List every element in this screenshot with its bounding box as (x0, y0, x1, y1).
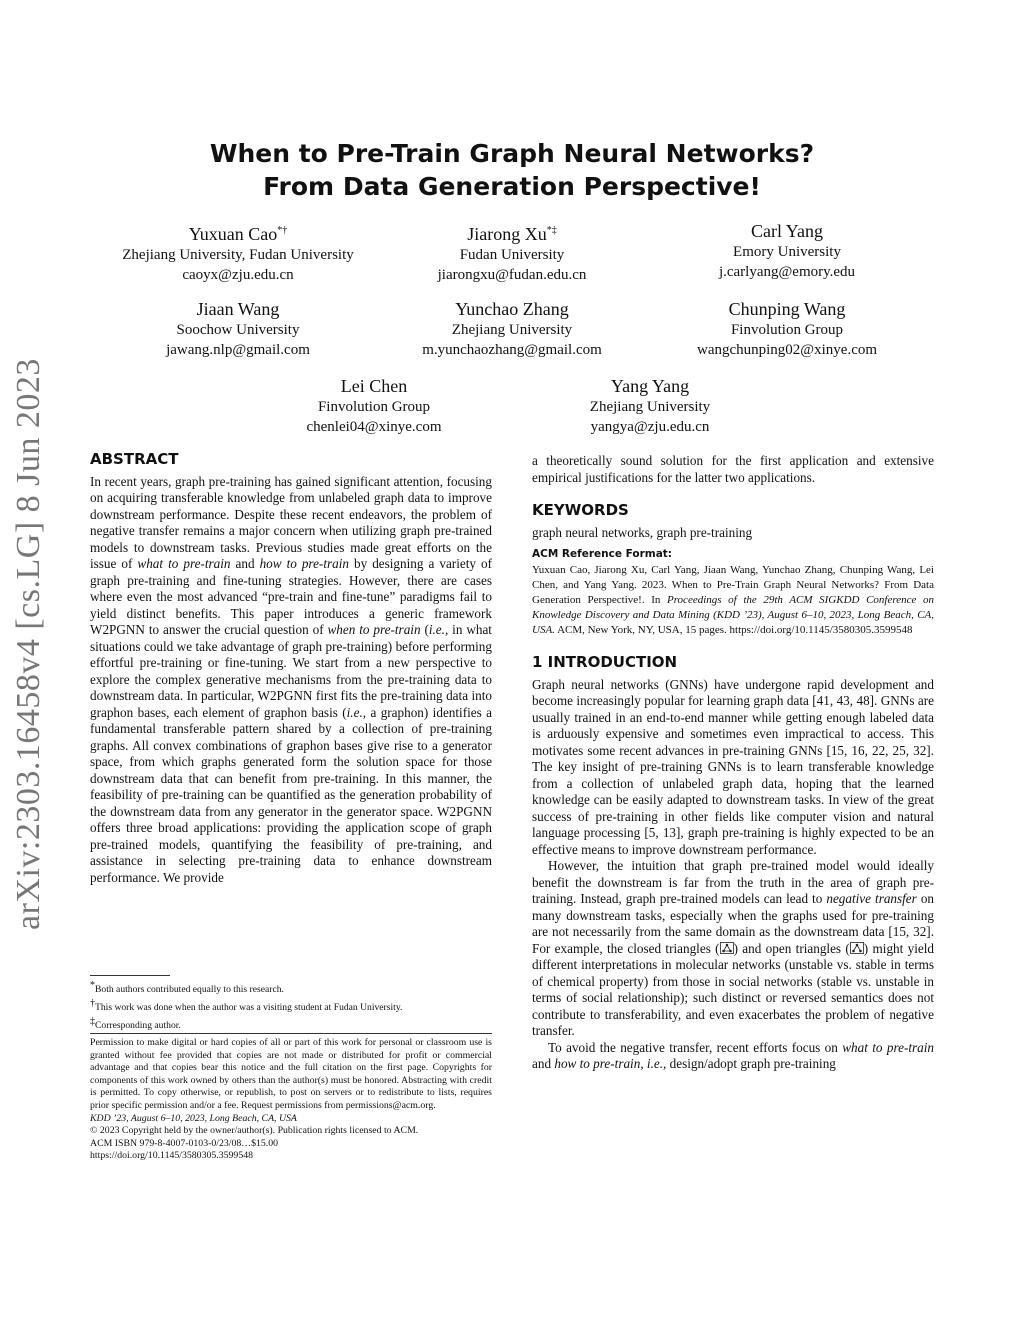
intro-emph: how to pre-train (554, 1056, 641, 1071)
author-email: caoyx@zju.edu.cn (182, 267, 294, 283)
permission-block (90, 1037, 492, 1163)
abstract-emph: what to pre-train (137, 556, 231, 571)
intro-paragraph-1: Graph neural networks (GNNs) have undergone rapid development and become increasingly popular for learning graph data [41, 43, 48]. GNNs are usually trained in an end-to-end manner while getting enough labeled data is arduously expensive and sometimes even impractical to access. This motivates some recent advances in pre-training GNNs [15, 16, 22, 25, 32]. The key insight of pre-training GNNs is to learn transferable knowledge from a collection of unlabeled graph data, hoping that the learned knowledge can be easily adapted to downstream tasks. In view of the great success of pre-training in other fields like computer vision and natural language processing [5, 13], graph pre-training is highly expected to be an effective means to improve downstream performance. (532, 676, 934, 857)
author-name: Chunping Wang (728, 299, 846, 319)
acm-ref-run: Yuxuan Cao, Jiarong Xu, Carl Yang, Jiaan Wang, Yunchao Zhang, Chunping Wang, Lei Chen, and Yang Yang. 2023. When to Pre-Train Graph Neural Networks? From Data Generation Perspective!. In (532, 564, 934, 606)
intro-run: and (532, 1056, 555, 1071)
author-marks: *† (277, 225, 288, 236)
author-affiliation: Finvolution Group (730, 322, 844, 338)
keywords-heading: KEYWORDS (532, 501, 629, 519)
footnote-mark: ‡ (90, 1016, 95, 1028)
permission-text: Permission to make digital or hard copies of all or part of this work for personal or classroom use is granted without fee provided that copies are not made or distributed for profit or commercial advantage and that copies bear this notice and the full citation on the first page. Copyrights for components of this work owned by others than the author(s) must be honored. Abstracting with credit is permitted. To copy otherwise, or republish, to post on servers or to redistribute to lists, requires prior specific permission and/or a fee. Request permissions from permissions@acm.org. (90, 1037, 492, 1111)
author-name: Lei Chen (340, 376, 408, 396)
abstract-emph: i.e., (346, 704, 367, 720)
acm-ref-text (532, 563, 934, 638)
footnote (90, 1015, 492, 1033)
footnotes (90, 979, 492, 1034)
abstract-text-run: and (230, 556, 260, 571)
author-email: jawang.nlp@gmail.com (166, 342, 310, 358)
abstract-section (90, 451, 492, 886)
footnote-text: This work was done when the author was a visiting student at Fudan University. (95, 1002, 403, 1014)
abstract-heading: ABSTRACT (90, 450, 179, 468)
acm-ref-run: ACM, New York, NY, USA, 15 pages. https://doi.org/10.1145/3580305.3599548 (554, 624, 913, 636)
footnote-rule (90, 975, 170, 976)
open-triangle-icon (850, 942, 864, 954)
intro-run: ) might yield different interpretations in molecular networks (unstable vs. stable in terms of chemical property) from those in social networks (stable vs. unstable in terms of social relationship); such distinct or reversed semantics does not contribute to transferability, and even exacerbates the problem of negative transfer. (532, 940, 935, 1038)
author-affiliation: Finvolution Group (317, 399, 431, 415)
author-affiliation: Zhejiang University, Fudan University (122, 247, 354, 263)
acm-ref-emph: Proceedings of the 29th ACM SIGKDD Conference on Knowledge Discovery and Data Mining (KDD ’23), August 6–10, 2023, Long Beach, CA, USA. (532, 594, 934, 636)
author-name: Yuxuan Cao (188, 224, 278, 244)
copyright-line: © 2023 Copyright held by the owner/author(s). Publication rights licensed to ACM. (90, 1125, 419, 1137)
author-name: Carl Yang (750, 221, 823, 241)
abstract-emph: how to pre-train (259, 556, 349, 571)
intro-run: However, the intuition that graph pre-trained model would ideally benefit the downstream is far from the truth in the area of graph pre-training. Instead, graph pre-trained models can lead to (532, 858, 934, 906)
author-email: jiarongxu@fudan.edu.cn (437, 267, 587, 283)
author-email: m.yunchaozhang@gmail.com (422, 342, 602, 358)
abstract-text (90, 474, 492, 887)
author-email: wangchunping02@xinye.com (696, 342, 878, 358)
author-name: Yunchao Zhang (455, 299, 569, 319)
abstract-emph: i.e., (428, 622, 449, 637)
closed-triangle-icon (720, 942, 734, 954)
abstract-emph: when to pre-train (327, 622, 421, 637)
abstract-text-run: by designing a variety of graph pre-training and fine-tuning strategies. However, there are cases where even the most advanced “pre-train and fine-tune” paradigms fail to yield distinct benefits. This paper introduces a generic framework W2PGNN to answer the crucial question of (90, 556, 492, 637)
title-line-2: From Data Generation Perspective! (263, 172, 761, 201)
abstract-text-run: a graphon) identifies a fundamental transferable pattern shared by a collection of pre-training graphs. All convex combinations of graphon bases give rise to a generator space, from which graphs generated form the solution space for those downstream data that can benefit from pre-training. In this manner, the feasibility of pre-training can be quantified as the generation probability of the downstream data from any generator in the generator space. W2PGNN offers three broad applications: providing the application scope of graph pre-trained models, quantifying the feasibility of pre-training, and assistance in selecting pre-training data to enhance downstream performance. We provide (90, 704, 492, 885)
footnote-mark: † (90, 998, 95, 1010)
conference-info: KDD ’23, August 6–10, 2023, Long Beach, CA, USA (90, 1112, 297, 1124)
acm-ref-heading: ACM Reference Format: (532, 548, 672, 560)
author-name: Yang Yang (610, 376, 690, 396)
author-email: chenlei04@xinye.com (306, 419, 442, 435)
footnote (90, 997, 492, 1015)
intro-heading: 1 INTRODUCTION (532, 653, 678, 671)
intro-run: ) and open triangles ( (733, 940, 850, 956)
author-affiliation: Soochow University (176, 322, 300, 338)
abstract-text-run: in what situations could we take advantage of graph pre-training) before performing effortful pre-training or fine-tuning. We start from a new perspective to explore the complex generative mechanisms from the pre-training data to downstream data. In particular, W2PGNN first fits the pre-training data into graphon bases, each element of graphon basis ( (90, 622, 492, 720)
author-email: yangya@zju.edu.cn (590, 419, 710, 435)
footnote-mark: * (90, 980, 95, 991)
paper-title (0, 137, 1024, 203)
doi-line: https://doi.org/10.1145/3580305.3599548 (90, 1150, 254, 1162)
keywords-text: graph neural networks, graph pre-training (532, 524, 753, 540)
intro-emph: what to pre-train (842, 1039, 934, 1055)
intro-emph: i.e., (646, 1056, 667, 1071)
right-column (532, 453, 934, 1073)
intro-run: To avoid the negative transfer, recent efforts focus on (548, 1039, 843, 1055)
footnote (90, 979, 492, 997)
author-name: Jiaan Wang (196, 299, 280, 319)
permission-rule (90, 1033, 492, 1034)
intro-paragraph-3 (532, 1040, 934, 1073)
author-affiliation: Fudan University (459, 247, 565, 263)
abstract-continued: a theoretically sound solution for the first application and extensive empirical justifications for the latter two applications. (532, 453, 934, 485)
intro-paragraph-2 (532, 858, 934, 1040)
author-name: Jiarong Xu (467, 224, 547, 244)
title-line-1: When to Pre-Train Graph Neural Networks? (209, 139, 815, 168)
intro-run: design/adopt graph pre-training (666, 1056, 836, 1071)
footnote-text: Both authors contributed equally to this research. (95, 984, 284, 996)
author-block (617, 298, 957, 360)
author-email: j.carlyang@emory.edu (718, 264, 856, 280)
footnote-text: Corresponding author. (95, 1020, 181, 1032)
intro-emph: negative transfer (826, 891, 917, 906)
author-affiliation: Zhejiang University (451, 322, 573, 338)
author-affiliation: Emory University (733, 244, 841, 260)
author-block (617, 220, 957, 282)
author-affiliation: Zhejiang University (589, 399, 711, 415)
intro-run: on many downstream tasks, especially when the graphs used for pre-training are not necessarily from the same domain as the downstream data [15, 32]. For example, the closed triangles ( (532, 891, 935, 956)
isbn-line: ACM ISBN 979-8-4007-0103-0/23/08…$15.00 (90, 1137, 279, 1149)
abstract-text-run: In recent years, graph pre-training has gained significant attention, focusing on acquiring transferable knowledge from unlabeled graph data to improve downstream performance. Despite these recent endeavors, the problem of negative transfer remains a major concern when utilizing graph pre-trained models to downstream tasks. Previous studies made great efforts on the issue of (90, 473, 492, 571)
author-marks: *‡ (546, 225, 557, 236)
arxiv-stamp: arXiv:2303.16458v4 [cs.LG] 8 Jun 2023 (10, 358, 47, 930)
abstract-text-run: ( (420, 622, 429, 637)
author-block (480, 375, 820, 437)
intro-run: , (640, 1056, 647, 1071)
